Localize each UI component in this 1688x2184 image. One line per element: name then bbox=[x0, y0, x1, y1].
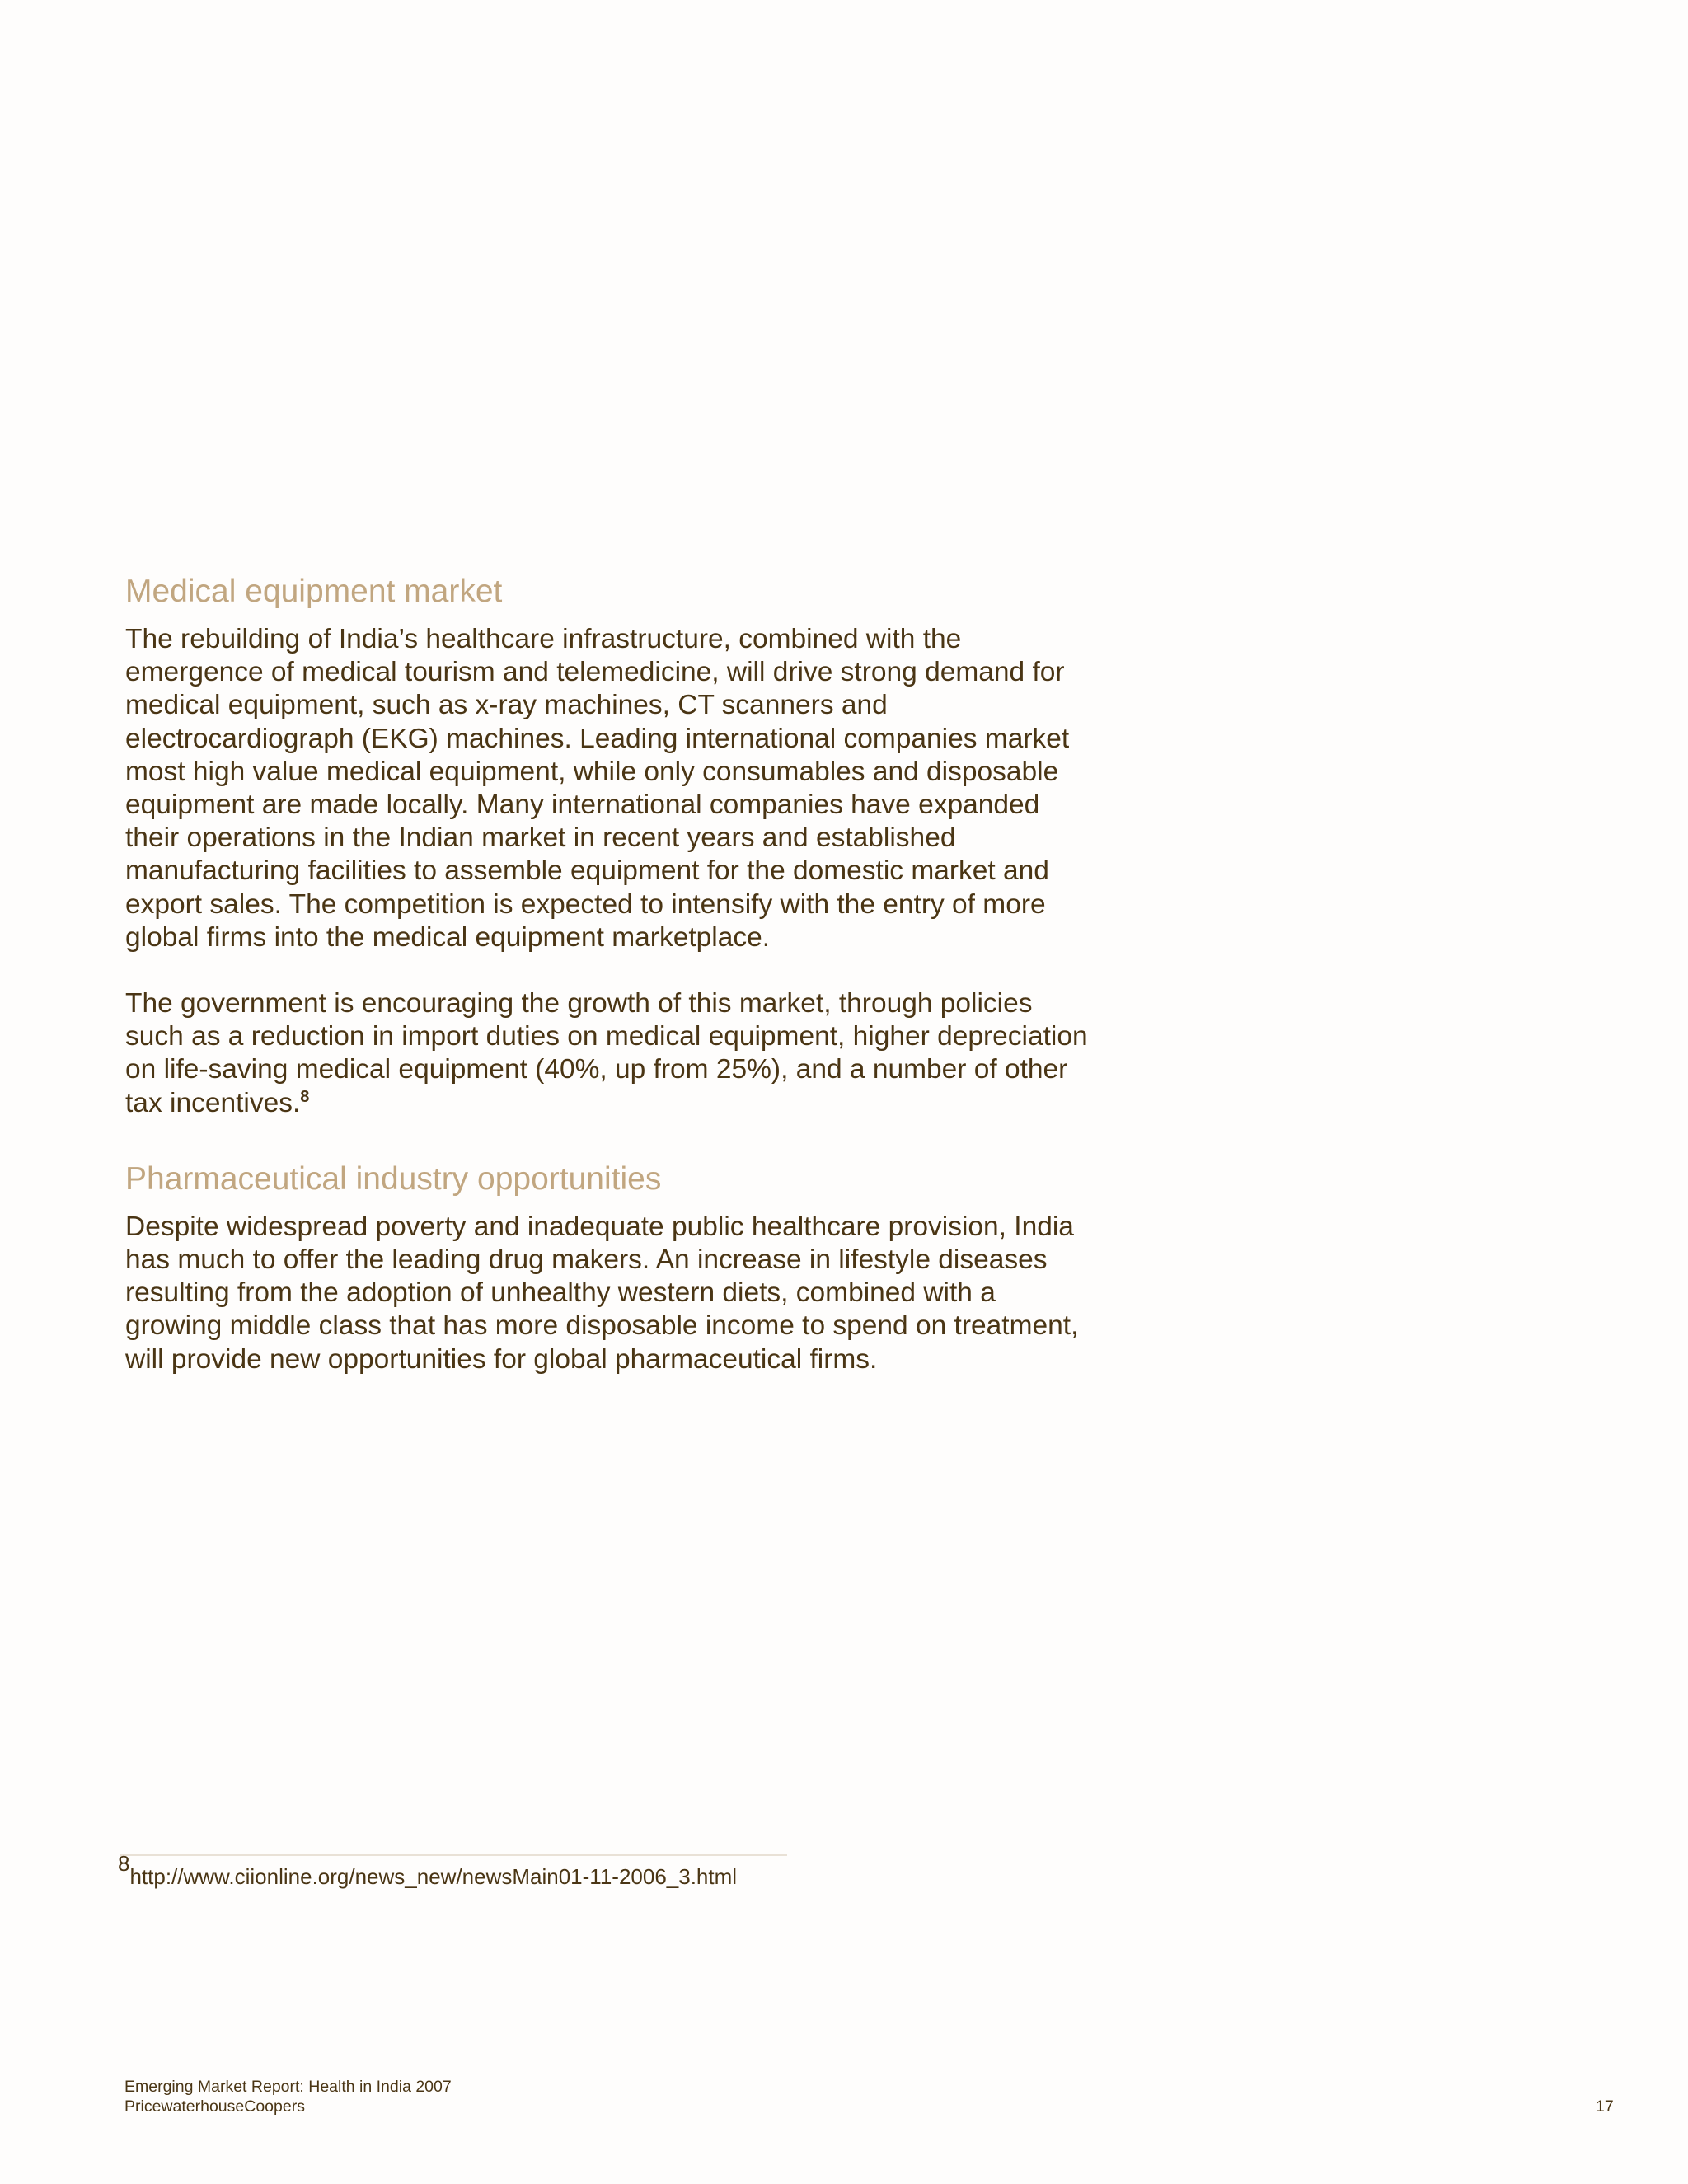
footer-publisher: PricewaterhouseCoopers bbox=[124, 2097, 305, 2116]
footnote bbox=[118, 1851, 738, 1889]
section-heading-pharmaceutical: Pharmaceutical industry opportunities bbox=[125, 1160, 662, 1197]
paragraph-medical-equipment-1: The rebuilding of India’s healthcare infrastructure, combined with the emergence of medical tourism and telemedicine, will drive strong demand for medical equipment, such as x-ray machines, CT scanners and electrocardiograph (EKG) machines. Leading international companies market most high value medical equipment, while only consumables and disposable equipment are made locally. Many international companies have expanded their operations in the Indian market in recent years and established manufacturing facilities to assemble equipment for the domestic market and export sales. The competition is expected to intensify with the entry of more global firms into the medical equipment marketplace. bbox=[125, 624, 1070, 953]
main-content bbox=[125, 572, 1098, 1376]
footnote-reference[interactable]: 8 bbox=[300, 1087, 310, 1106]
footnote-divider bbox=[120, 1854, 787, 1856]
paragraph-pharmaceutical-1: Despite widespread poverty and inadequate public healthcare provision, India has much to offer the leading drug makers. An increase in lifestyle diseases resulting from the adoption of unhealthy western diets, combined with a growing middle class that has more disposable income to spend on treatment, will provide new opportunities for global pharmaceutical firms. bbox=[125, 1211, 1079, 1375]
page-number: 17 bbox=[1596, 2097, 1614, 2116]
footnote-number: 8 bbox=[118, 1851, 130, 1876]
footer-report-title: Emerging Market Report: Health in India 2007 bbox=[124, 2078, 452, 2096]
footnote-link[interactable]: http://www.ciionline.org/news_new/newsMain01-11-2006_3.html bbox=[129, 1864, 738, 1889]
section-heading-medical-equipment: Medical equipment market bbox=[125, 574, 503, 609]
page-footer bbox=[124, 2077, 452, 2116]
paragraph-medical-equipment-2: The government is encouraging the growth of this market, through policies such as a reduction in import duties on medical equipment, higher depreciation on life-saving medical equipment (40%, up from 25%), and a number of other tax incentives.$^8$ bbox=[125, 988, 1088, 1118]
